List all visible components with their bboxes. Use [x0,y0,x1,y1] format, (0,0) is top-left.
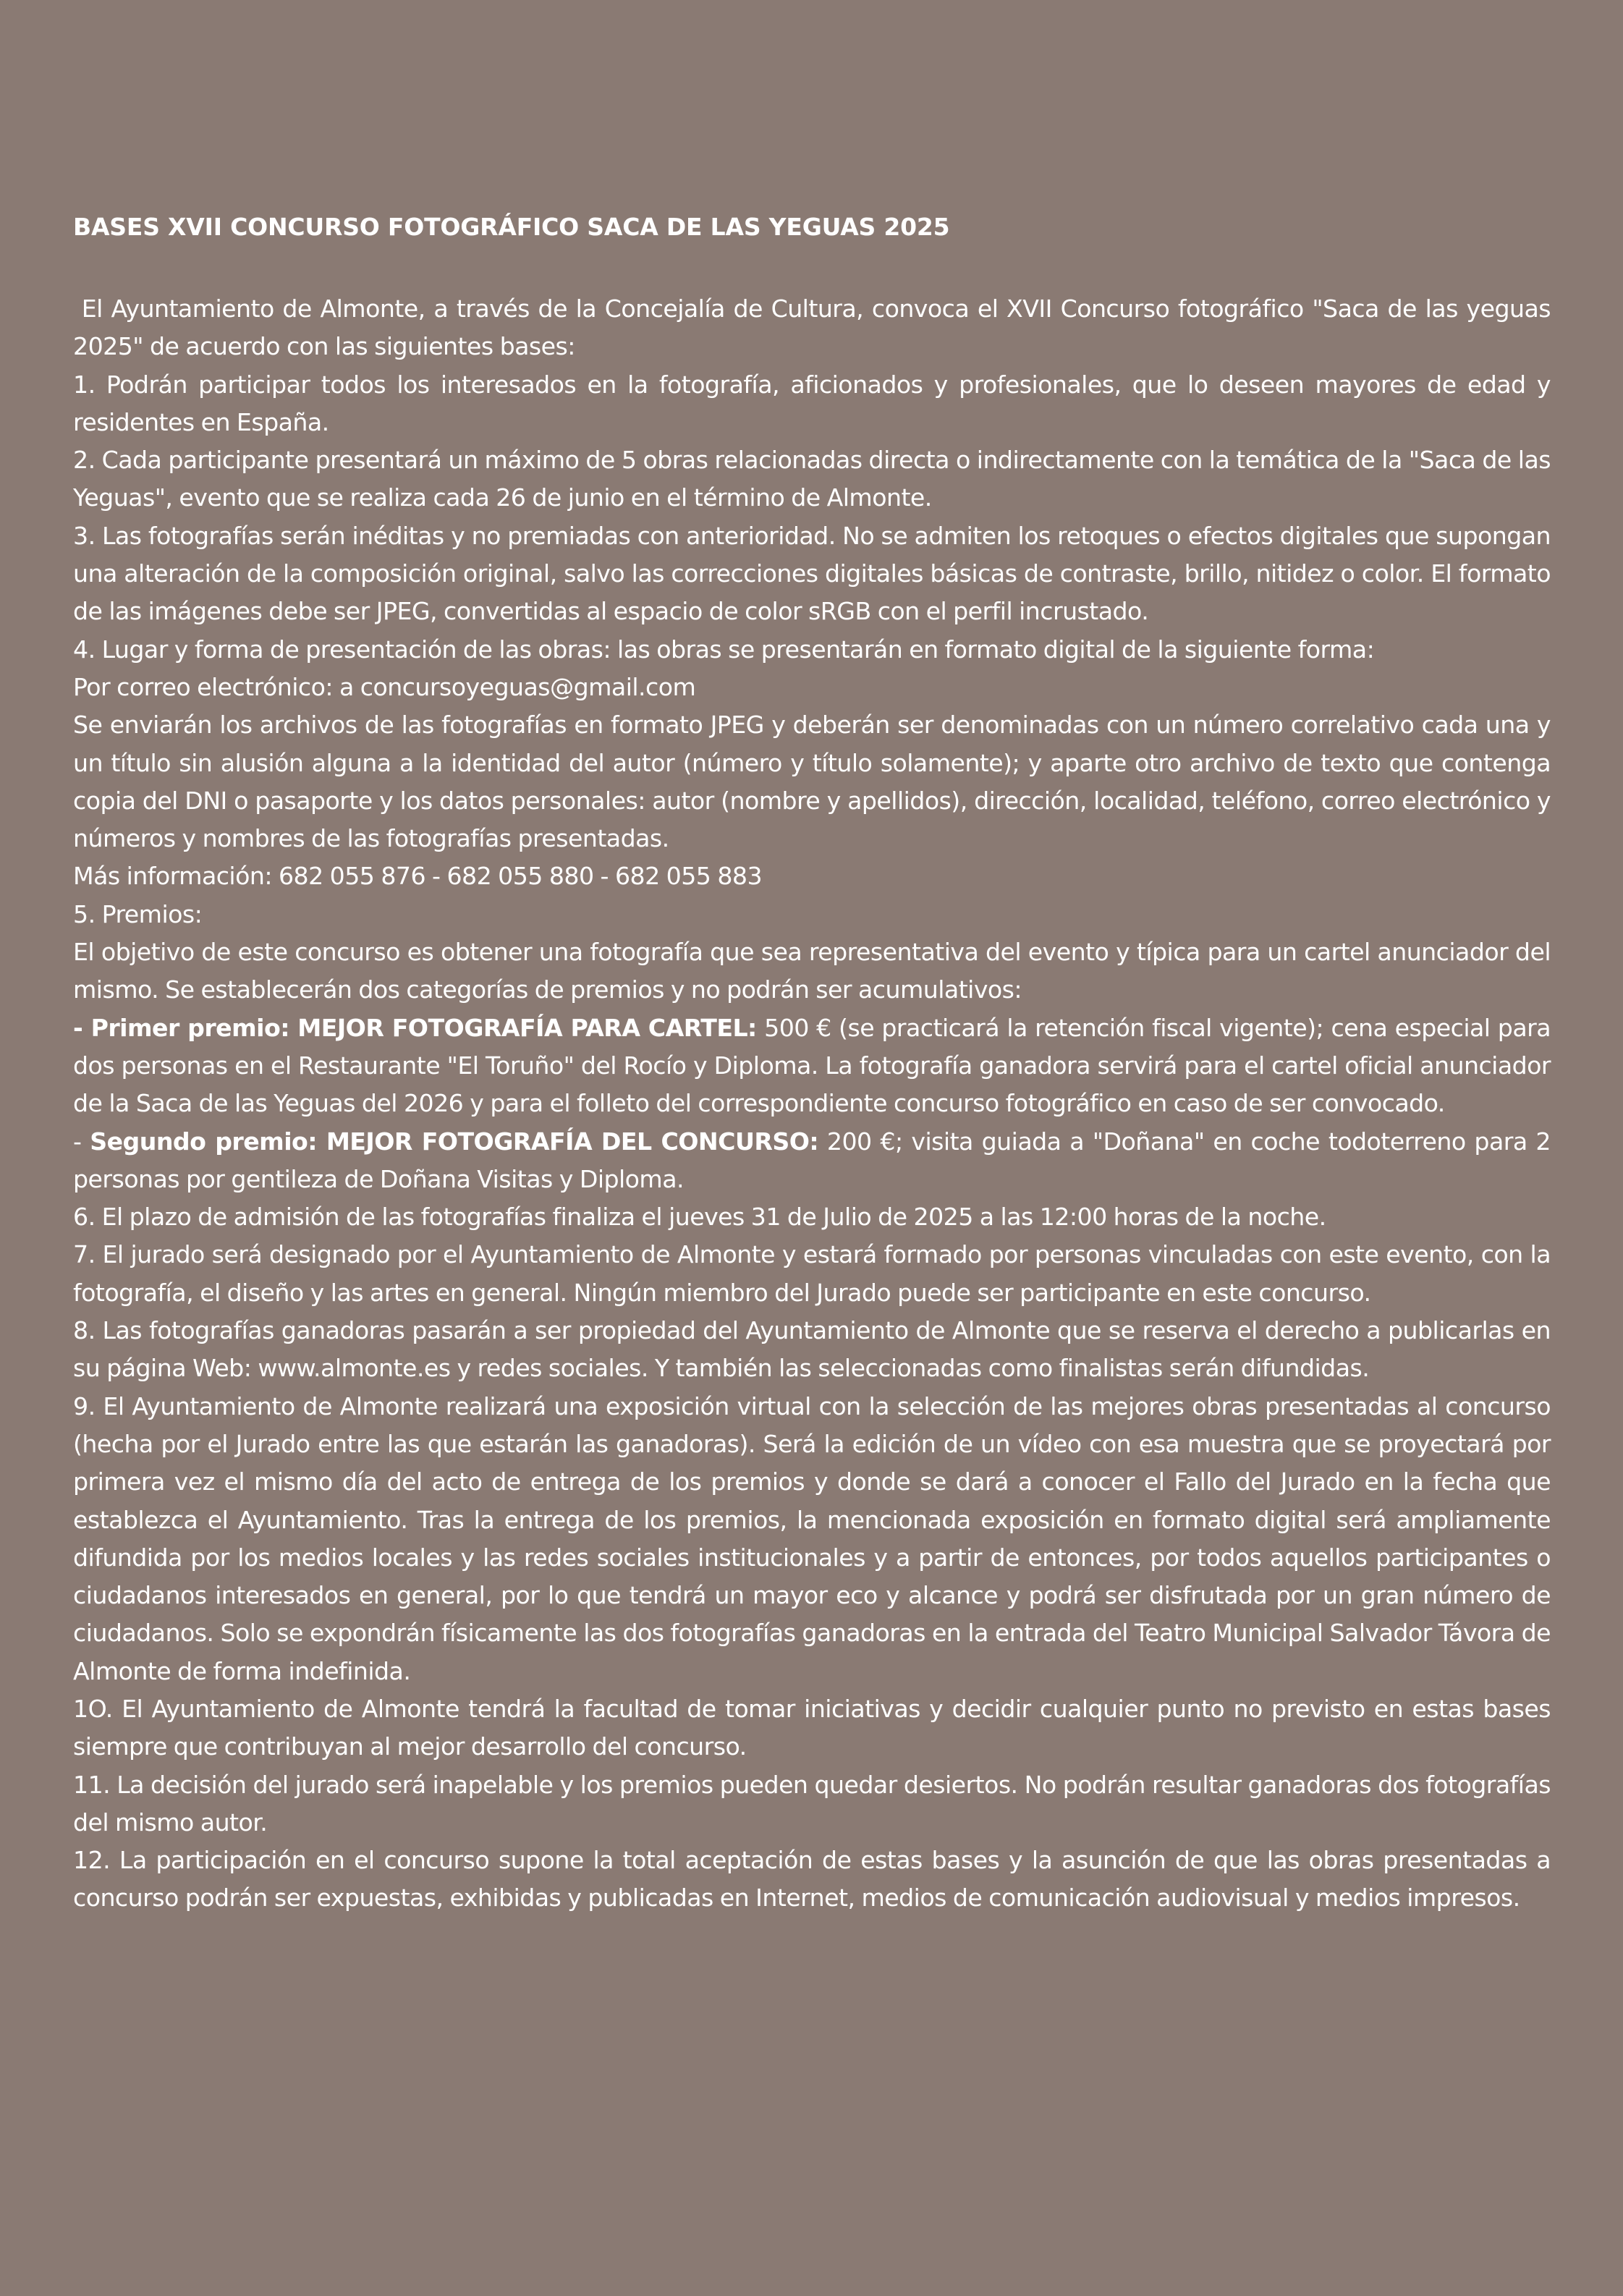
rule-1: 1. Podrán participar todos los interesados en la fotografía, aficionados y profesionales, que lo deseen mayores de edad y residentes en España. [73,370,1551,436]
rule-11: 11. La decisión del jurado será inapelable y los premios pueden quedar desiertos. No podrán resultar ganadoras dos fotografías del mismo autor. [73,1770,1551,1837]
rule-10: 1O. El Ayuntamiento de Almonte tendrá la facultad de tomar iniciativas y decidir cualquier punto no previsto en estas bases siempre que contribuyan al mejor desarrollo del concurso. [73,1694,1551,1761]
rule-4: 4. Lugar y forma de presentación de las obras: las obras se presentarán en formato digital de la siguiente forma: [73,635,1375,664]
prize-2-label: Segundo premio: MEJOR FOTOGRAFÍA DEL CONCURSO: [90,1127,819,1156]
rule-4-email: Por correo electrónico: a concursoyeguas@gmail.com [73,672,696,701]
rule-5: 5. Premios: [73,899,203,928]
document-title: BASES XVII CONCURSO FOTOGRÁFICO SACA DE LAS YEGUAS 2025 [73,213,950,241]
document-body [73,290,1551,1918]
rule-9: 9. El Ayuntamiento de Almonte realizará una exposición virtual con la selección de las mejores obras presentadas al concurso (hecha por el Jurado entre las que estarán las ganadoras). Será la edición de un vídeo con esa muestra que se proyectará por primera vez el mismo día del acto de entrega de los premios y donde se dará a conocer el Fallo del Jurado en la fecha que establezca el Ayuntamiento. Tras la entrega de los premios, la mencionada exposición en formato digital será ampliamente difundida por los medios locales y las redes sociales institucionales y a partir de entonces, por todos aquellos participantes o ciudadanos interesados en general, por lo que tendrá un mayor eco y alcance y podrá ser disfrutada por un gran número de ciudadanos. Solo se expondrán físicamente las dos fotografías ganadoras en la entrada del Teatro Municipal Salvador Távora de Almonte de forma indefinida. [73,1391,1551,1685]
rule-3: 3. Las fotografías serán inéditas y no premiadas con anterioridad. No se admiten los retoques o efectos digitales que supongan una alteración de la composición original, salvo las correcciones digitales básicas de contraste, brillo, nitidez o color. El formato de las imágenes debe ser JPEG, convertidas al espacio de color sRGB con el perfil incrustado. [73,521,1551,626]
rule-2: 2. Cada participante presentará un máximo de 5 obras relacionadas directa o indirectamente con la temática de la "Saca de las Yeguas", evento que se realiza cada 26 de junio en el término de Almonte. [73,446,1551,512]
rule-5-objective: El objetivo de este concurso es obtener una fotografía que sea representativa del evento y típica para un cartel anunciador del mismo. Se establecerán dos categorías de premios y no podrán ser acumulativos: [73,938,1551,1004]
rule-6: 6. El plazo de admisión de las fotografías finaliza el jueves 31 de Julio de 2025 a las 12:00 horas de la noche. [73,1203,1326,1232]
prize-1-text: 500 € (se practicará la retención fiscal vigente); cena especial para dos personas en el Restaurante "El Toruño" del Rocío y Diploma. La fotografía ganadora servirá para el cartel oficial anunciador de la Saca de las Yeguas del 2026 y para el folleto del correspondiente concurso fotográfico en caso de ser convocado. [73,1013,1551,1118]
rule-7: 7. El jurado será designado por el Ayuntamiento de Almonte y estará formado por personas vinculadas con este evento, con la fotografía, el diseño y las artes en general. Ningún miembro del Jurado puede ser participante en este concurso. [73,1240,1551,1307]
prize-1-label: - Primer premio: MEJOR FOTOGRAFÍA PARA CARTEL: [73,1013,757,1042]
intro-text: El Ayuntamiento de Almonte, a través de la Concejalía de Cultura, convoca el XVII Concurso fotográfico "Saca de las yeguas 2025" de acuerdo con las siguientes bases: [73,295,1551,361]
rule-4-info: Más información: 682 055 876 - 682 055 880 - 682 055 883 [73,862,763,891]
rule-12: 12. La participación en el concurso supone la total aceptación de estas bases y la asunción de que las obras presentadas a concurso podrán ser expuestas, exhibidas y publicadas en Internet, medios de comunicación audiovisual y medios impresos. [73,1846,1551,1912]
rule-8: 8. Las fotografías ganadoras pasarán a ser propiedad del Ayuntamiento de Almonte que se reserva el derecho a publicarlas en su página Web: www.almonte.es y redes sociales. Y también las seleccionadas como finalistas serán difundidas. [73,1316,1551,1383]
prize-2 [73,1123,1551,1199]
rule-4-files: Se enviarán los archivos de las fotografías en formato JPEG y deberán ser denominadas con un número correlativo cada una y un título sin alusión alguna a la identidad del autor (número y título solamente); y aparte otro archivo de texto que contenga copia del DNI o pasaporte y los datos personales: autor (nombre y apellidos), dirección, localidad, teléfono, correo electrónico y números y nombres de las fotografías presentadas. [73,711,1551,853]
prize-1 [73,1009,1551,1123]
prize-2-text: 200 €; visita guiada a "Doñana" en coche todoterreno para 2 personas por gentileza de Doñana Visitas y Diploma. [73,1127,1551,1193]
intro-paragraph [73,290,1551,366]
prize-2-dash: - [73,1127,82,1156]
